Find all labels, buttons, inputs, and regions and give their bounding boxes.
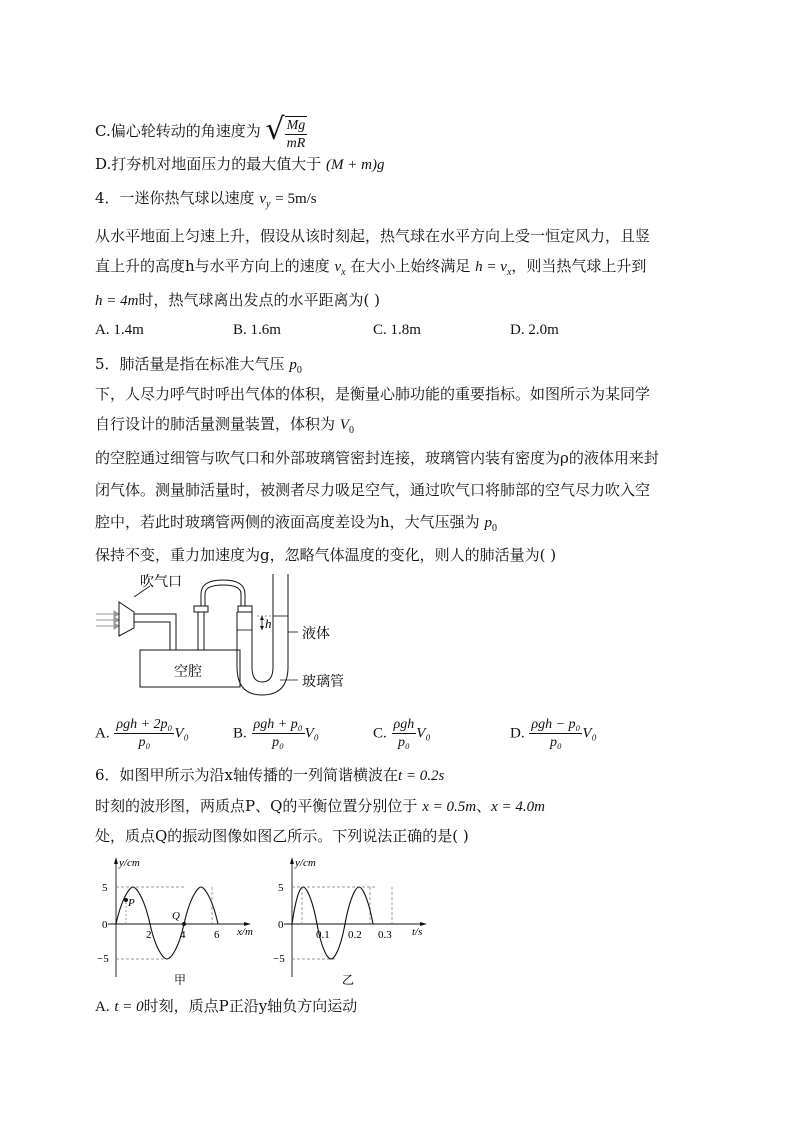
- svg-text:y/cm: y/cm: [119, 857, 140, 869]
- q5-option-b: B. $\frac{\text{ρgh + p₀}}{\text{p₀}}$ V₀: [233, 717, 319, 750]
- svg-text:0.2: 0.2: [348, 929, 362, 941]
- q5-stem-line-5: 闭气体。测量肺活量时，被测者尽力吸足空气，通过吹气口将肺部的空气尽力吹入空: [95, 481, 651, 499]
- inlet-label: 吹气口: [140, 575, 182, 590]
- q3-c-denominator: mR: [286, 136, 306, 151]
- svg-text:x/m: x/m: [237, 926, 253, 938]
- q4-option-c: C. 1.8m: [373, 322, 421, 338]
- q3-option-d-formula: (M + m)g: [326, 157, 385, 173]
- vibration-curve-b: [292, 887, 373, 959]
- svg-text:t/s: t/s: [412, 926, 423, 938]
- q5-stem-line-3: 自行设计的肺活量测量装置，体积为 $V_0$: [95, 415, 354, 436]
- svg-text:−5: −5: [97, 953, 109, 965]
- svg-text:0.3: 0.3: [378, 929, 392, 941]
- q3-option-d-text: D.打夯机对地面压力的最大值大于: [95, 155, 322, 173]
- wave-graph-a: [96, 852, 261, 990]
- liquid-label: 液体: [302, 627, 330, 642]
- q5-option-c: C. $\frac{\text{ρgh}}{\text{p₀}}$ V₀: [373, 717, 431, 750]
- q5-stem-line-1: 5．肺活量是指在标准大气压 $p_0$: [95, 355, 302, 376]
- svg-text:5: 5: [278, 882, 284, 894]
- airflow-arrows: [96, 611, 119, 629]
- q3-option-c-text: C.偏心轮转动的角速度为: [95, 122, 261, 140]
- point-p-label: P: [128, 897, 135, 909]
- svg-text:2: 2: [146, 929, 152, 941]
- inlet-funnel: [119, 602, 134, 636]
- q5-stem-line-2: 下，人尽力呼气时呼出气体的体积，是衡量心肺功能的重要指标。如图所示为某同学: [95, 385, 651, 403]
- svg-text:0: 0: [278, 919, 284, 931]
- graph-a-caption: 甲: [174, 973, 187, 987]
- glass-tube-label: 玻璃管: [302, 675, 344, 690]
- q4-stem-line-4: h = 4m时，热气球离出发点的水平距离为( ): [95, 291, 380, 309]
- sqrt-expression: √ $\frac{Mg}{mR}$: [265, 112, 306, 151]
- point-q-label: Q: [172, 910, 180, 922]
- vibration-graph-b: [272, 852, 437, 990]
- q6-stem-line-2: 时刻的波形图，两质点P、Q的平衡位置分别位于 x = 0.5m、x = 4.0m: [95, 797, 545, 815]
- svg-text:y/cm: y/cm: [295, 857, 316, 869]
- svg-text:0: 0: [102, 919, 108, 931]
- q4-stem-line-1: 4．一迷你热气球以速度 $v_y = 5m/s$: [95, 189, 317, 210]
- q5-option-a: A. $\frac{\text{ρgh + 2p₀}}{\text{p₀}}$ V₀: [95, 717, 189, 750]
- svg-text:6: 6: [214, 929, 220, 941]
- svg-text:5: 5: [102, 882, 108, 894]
- svg-text:4: 4: [180, 929, 186, 941]
- svg-text:−5: −5: [273, 953, 285, 965]
- q5-options: [95, 710, 715, 754]
- cavity-label: 空腔: [174, 665, 202, 680]
- q5-stem-line-6: 腔中，若此时玻璃管两侧的液面高度差设为h，大气压强为 $p_0$: [95, 513, 497, 534]
- q4-option-b: B. 1.6m: [233, 322, 281, 338]
- q3-option-d: [95, 154, 385, 175]
- graph-b-caption: 乙: [342, 973, 355, 987]
- q4-options: [95, 320, 695, 340]
- h-label: h: [265, 616, 272, 631]
- lung-capacity-apparatus-diagram: [92, 572, 382, 700]
- q3-option-c: [95, 112, 307, 152]
- q5-option-d: D. $\frac{\text{ρgh − p₀}}{\text{p₀}}$ V₀: [510, 717, 597, 750]
- q6-option-a: A. t = 0时刻，质点P正沿y轴负方向运动: [95, 997, 358, 1015]
- q5-stem-line-7: 保持不变，重力加速度为g，忽略气体温度的变化，则人的肺活量为( ): [95, 546, 557, 564]
- q6-stem-line-3: 处，质点Q的振动图像如图乙所示。下列说法正确的是( ): [95, 827, 469, 845]
- q4-stem-line-2: 从水平地面上匀速上升，假设从该时刻起，热气球在水平方向上受一恒定风力，且竖: [95, 227, 651, 245]
- q5-stem-line-4: 的空腔通过细管与吹气口和外部玻璃管密封连接，玻璃管内装有密度为ρ的液体用来封: [95, 449, 659, 467]
- q6-stem-line-1: 6．如图甲所示为沿x轴传播的一列简谐横波在t = 0.2s: [95, 766, 445, 784]
- svg-text:0.1: 0.1: [316, 929, 330, 941]
- q4-option-a: A. 1.4m: [95, 322, 144, 338]
- q4-stem-line-3: 直上升的高度h与水平方向上的速度 $v_x$ 在大小上始终满足 $h = v_x$，则当热气球上升到: [95, 257, 647, 278]
- q4-option-d: D. 2.0m: [510, 322, 559, 338]
- q3-c-numerator: Mg: [286, 118, 306, 133]
